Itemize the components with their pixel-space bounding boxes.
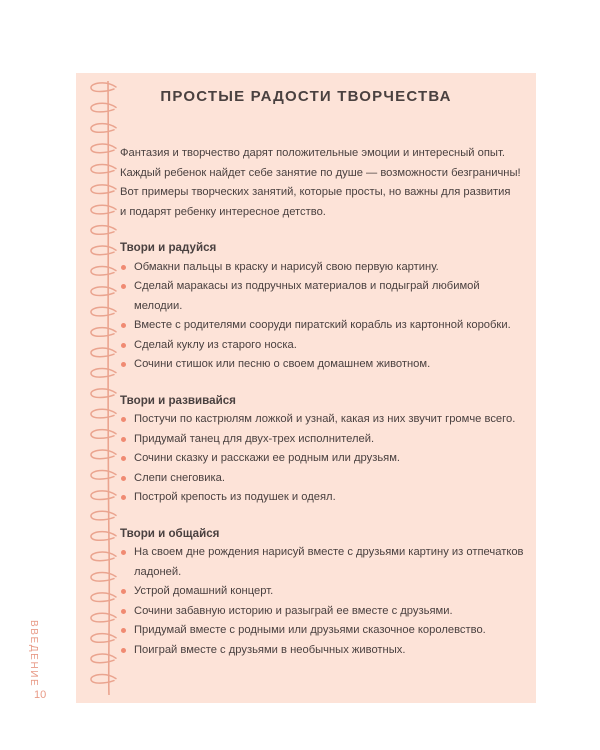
list-item-text: Слепи снеговика. — [134, 471, 225, 484]
spiral-loop — [91, 164, 116, 173]
chapter-side-label: ВВЕДЕНИЕ — [28, 620, 39, 688]
spiral-loop — [91, 634, 116, 643]
spiral-loop — [91, 246, 116, 255]
bullet-list — [120, 410, 528, 508]
list-item — [120, 641, 528, 661]
list-item — [120, 488, 528, 508]
list-item — [120, 449, 528, 469]
bullet-list — [120, 258, 528, 375]
sections-container — [120, 238, 528, 660]
list-item — [120, 316, 528, 336]
list-item — [120, 355, 528, 375]
list-item — [120, 602, 528, 622]
spiral-loop — [91, 572, 116, 581]
list-item-text: Сочини сказку и расскажи ее родным или друзьям. — [134, 452, 401, 464]
spiral-loop — [91, 593, 116, 602]
spiral-loop — [91, 674, 116, 683]
spiral-loop — [91, 613, 116, 622]
spiral-loop — [91, 552, 116, 561]
list-item-text: Устрой домашний концерт. — [134, 585, 274, 597]
spiral-loop — [91, 205, 116, 214]
spiral-loop — [91, 348, 116, 357]
spiral-loop — [91, 511, 116, 520]
list-item — [120, 336, 528, 356]
list-item-text: Построй крепость из подушек и одеял. — [134, 491, 336, 503]
spiral-loop — [91, 287, 116, 296]
section-heading: Твори и радуйся — [120, 241, 217, 254]
list-item-text: Поиграй вместе с друзьями в необычных животных. — [134, 643, 406, 656]
list-item — [120, 543, 528, 582]
spiral-loop — [91, 144, 116, 153]
page-title: ПРОСТЫЕ РАДОСТИ ТВОРЧЕСТВА — [160, 88, 452, 105]
spiral-loop — [91, 328, 116, 337]
list-item-text: Сочини забавную историю и разыграй ее вместе с друзьями. — [134, 604, 453, 617]
list-item-text: Сделай маракасы из подручных материалов и подыграй любимой мелодии. — [134, 280, 480, 312]
list-item-text: Постучи по кастрюлям ложкой и узнай, какая из них звучит громче всего. — [134, 413, 516, 425]
list-item-text: На своем дне рождения нарисуй вместе с друзьями картину из отпечатков ладоней. — [134, 546, 524, 578]
spiral-loop — [91, 450, 116, 459]
list-item — [120, 621, 528, 641]
list-item — [120, 430, 528, 450]
spiral-loop — [91, 430, 116, 439]
spiral-loop — [91, 409, 116, 418]
spiral-loop — [91, 532, 116, 541]
list-item-text: Сделай куклу из старого носка. — [134, 338, 297, 351]
spiral-loop — [91, 226, 116, 235]
page-number: 10 — [34, 689, 47, 701]
list-item-text: Обмакни пальцы в краску и нарисуй свою первую картину. — [134, 260, 439, 273]
spiral-loop — [91, 470, 116, 479]
list-item — [120, 410, 528, 430]
spiral-loop — [91, 654, 116, 663]
list-item — [120, 277, 528, 316]
bullet-list — [120, 543, 528, 660]
spiral-loop — [91, 307, 116, 316]
spiral-loop — [91, 491, 116, 500]
section-heading: Твори и общайся — [120, 526, 220, 540]
spiral-loop — [91, 266, 116, 275]
content — [120, 144, 528, 676]
list-item — [120, 469, 528, 489]
spiral-loop — [91, 124, 116, 133]
intro-paragraph: Фантазия и творчество дарят положительные эмоции и интересный опыт. Каждый ребенок найдет себе занятие по душе — возможности безграничны! Вот примеры творческих занятий, которые просты, но важны для развития и подарят ребенку интересное детство. — [120, 147, 521, 218]
list-item-text: Придумай танец для двух-трех исполнителей. — [134, 432, 375, 445]
spiral-loop — [91, 368, 116, 377]
list-item-text: Вместе с родителями сооруди пиратский корабль из картонной коробки. — [134, 319, 511, 331]
spiral-loop — [91, 389, 116, 398]
list-item-text: Сочини стишок или песню о своем домашнем животном. — [134, 358, 431, 370]
list-item — [120, 582, 528, 602]
margin-line — [108, 81, 109, 695]
section-heading: Твори и развивайся — [120, 393, 236, 407]
spiral-loop — [91, 185, 116, 194]
list-item — [120, 258, 528, 278]
list-item-text: Придумай вместе с родными или друзьями сказочное королевство. — [134, 624, 486, 636]
